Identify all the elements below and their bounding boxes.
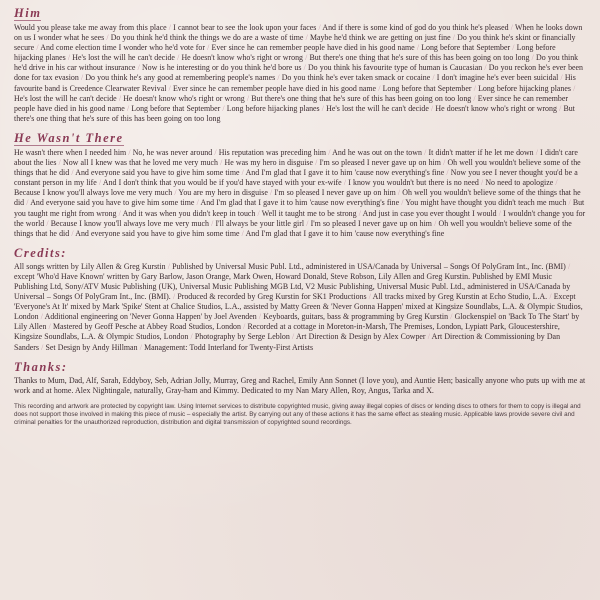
text-line: Well it taught me to be strong (261, 208, 357, 218)
line-separator: / (440, 158, 448, 168)
text-line: And I'm glad that I gave it to him 'cause now everything's fine (200, 198, 400, 208)
line-separator: / (69, 228, 76, 238)
text-line: Do you think he'd drive in his car without insurance (14, 53, 579, 73)
text-line: I know you wouldn't but there is no need (348, 178, 479, 188)
credits-heading: Credits: (14, 245, 67, 260)
him-lyrics (14, 23, 586, 124)
line-separator: / (316, 23, 323, 32)
line-separator: / (319, 103, 327, 113)
line-separator: / (304, 218, 311, 228)
text-line: He's lost the will he can't decide (14, 93, 117, 103)
line-separator: / (166, 83, 173, 93)
he-wasnt-there-heading: He Wasn't There (14, 130, 124, 145)
text-line: Oh well you wouldn't believe some of the things that he did (14, 218, 572, 238)
text-line: And if there is some kind of god do you think he's pleased (322, 23, 509, 32)
line-separator: / (303, 33, 310, 43)
line-separator: / (471, 83, 479, 93)
text-line: When he looks down on us I wonder what he sees (14, 23, 583, 43)
text-line: Do you reckon he's ever been done for tax evasion (14, 63, 583, 83)
text-line: You are my hero in disguise (178, 188, 268, 198)
text-line: I wouldn't change you for the world (14, 208, 586, 228)
text-line: He's lost the will he can't decide (326, 103, 429, 113)
line-separator: / (166, 23, 174, 32)
line-separator: / (78, 73, 86, 83)
text-line: Because I know you'll always love me very much (50, 218, 209, 228)
text-line: And I don't think that you would be if you'd have stayed with your ex-wife (102, 178, 342, 188)
text-line: Glockenspiel on 'Back To The Start' by Lily Allen (14, 312, 580, 332)
text-line: Do you think he'd think the things we do are a waste of time (110, 33, 304, 43)
text-line: I didn't care about the lies (14, 147, 578, 168)
line-separator: / (421, 147, 429, 157)
text-line: Long before hijacking planes (14, 43, 556, 63)
text-line: And I'm glad that I gave it to him 'cause now everything's fine (245, 228, 445, 238)
line-separator: / (414, 43, 422, 53)
text-line: Because I know you'll always love me very much (14, 188, 173, 198)
line-separator: / (395, 188, 403, 198)
text-line: Set Design by Andy Hillman (45, 342, 138, 352)
line-separator: / (376, 83, 383, 93)
line-separator: / (65, 53, 73, 63)
line-separator: / (135, 63, 142, 73)
text-line: Photography by Serge Leblon (194, 332, 290, 342)
text-line: You might have thought you didn't teach me much (405, 198, 567, 208)
line-separator: / (482, 63, 489, 73)
text-line: Maybe he'd think we are getting on just fine (309, 33, 451, 43)
he-wasnt-there-section (14, 131, 586, 239)
text-line: And he was out on the town (332, 147, 422, 157)
line-separator: / (326, 147, 333, 157)
line-separator: / (508, 23, 515, 32)
line-separator: / (302, 53, 310, 63)
legal-section (14, 403, 586, 427)
line-separator: / (448, 312, 455, 322)
text-line: Now you see I never thought you'd be a constant person in my life (14, 168, 578, 188)
line-separator: / (44, 218, 51, 228)
line-separator: / (366, 292, 373, 302)
text-line: He's lost the will he can't decide (72, 53, 175, 63)
line-separator: / (220, 103, 227, 113)
line-separator: / (126, 147, 133, 157)
line-separator: / (116, 208, 123, 218)
text-line: And just in case you ever thought I would (362, 208, 497, 218)
line-separator: / (425, 332, 432, 342)
text-line: Ever since he can remember people have died in his good name (211, 43, 415, 53)
credits-section (14, 246, 586, 353)
line-separator: / (170, 292, 178, 302)
text-line: Now is he interesting or do you think he'd bore us (141, 63, 302, 73)
text-line: Recorded at a cottage in Moreton-in-Marsh, The Premises, London, Lypiatt Park, Gloucestershire, Kingsize Soundlabs, L.A. & Olympic Studios, London (14, 322, 560, 342)
line-separator: / (341, 178, 349, 188)
text-line: Art Direction & Design by Alex Cowper (295, 332, 426, 342)
text-line: No, he was never around (132, 147, 213, 157)
line-separator: / (240, 322, 248, 332)
text-line: He was my hero in disguise (224, 158, 313, 168)
text-line: Long before that September (131, 103, 221, 113)
text-line: His favourite band is Creedence Clearwater Revival (14, 73, 576, 93)
text-line: But there's one thing that he's sure of this has been going on too long (251, 93, 472, 103)
thanks-text: Thanks to Mum, Dad, Alf, Sarah, Eddyboy, Seb, Adrian Jolly, Murray, Greg and Rachel, Emily Ann Sonnet (I love you), and Auntie Hen; basically anyone who puts up with me at work and at home. Alex Nightingale, naturally, Gray-ham and Kimmy. Dedicated to my Nan Mary Allen, Roy, Angus, Tarka and X. (14, 375, 586, 395)
line-separator: / (431, 218, 439, 228)
text-line: I'm so pleased I never gave up on him (310, 218, 432, 228)
line-separator: / (188, 332, 195, 342)
text-line: Except 'Everyone's At It' mixed by Mark 'Spike' Stent at Chalice Studios, L.A., assisted by Matty Green & 'Never Gonna Happen' mixed at Kingsize Soundlabs, L.A. & Olympic Studios, London (14, 292, 583, 322)
line-separator: / (430, 73, 437, 83)
line-separator: / (312, 158, 320, 168)
line-separator: / (212, 147, 219, 157)
text-line: Published by Universal Music Publ. Ltd., administered in USA/Canada by Universal – Songs Of PolyGram Int., Inc. (BMI) (172, 261, 566, 271)
text-line: except 'Who'd Have Known' written by Gary Barlow, Jason Orange, Mark Owen, Howard Donald, Steve Robson, Lily Allen and Greg Kurstin. Published by EMI Music Publishing Ltd, Sony/ATV Music Publishing (UK), Universal Music Publishing MGB Ltd, V2 Music Publishing, Universal Music Publ. Ltd., administered in USA/Canada by Universal – Songs Of PolyGram Int., Inc. (BMI). (14, 271, 571, 302)
line-separator: / (239, 168, 246, 178)
line-separator: / (267, 188, 275, 198)
him-section (14, 6, 586, 124)
line-separator: / (256, 312, 264, 322)
line-separator: / (56, 158, 64, 168)
line-separator: / (529, 53, 537, 63)
line-separator: / (553, 178, 558, 188)
line-separator: / (289, 332, 296, 342)
line-separator: / (570, 83, 576, 93)
line-separator: / (69, 168, 76, 178)
line-separator: / (478, 178, 486, 188)
line-separator: / (450, 33, 458, 43)
text-line: And it was when you didn't keep in touch (122, 208, 256, 218)
line-separator: / (471, 93, 478, 103)
text-line: Do you think he's any good at remembering people's names (85, 73, 276, 83)
line-separator: / (255, 208, 262, 218)
line-separator: / (566, 198, 573, 208)
line-separator: / (38, 312, 45, 322)
line-separator: / (34, 43, 41, 53)
line-separator: / (104, 33, 111, 43)
text-line: I cannot bear to see the look upon your faces (173, 23, 317, 32)
text-line: No need to apologize (485, 178, 554, 188)
line-separator: / (172, 188, 179, 198)
text-line: All tracks mixed by Greg Kurstin at Echo Studio, L.A. (372, 292, 548, 302)
line-separator: / (46, 322, 53, 332)
line-separator: / (217, 158, 225, 168)
line-separator: / (24, 198, 31, 208)
text-line: And everyone said you have to give him some time (30, 198, 195, 208)
line-separator: / (239, 228, 246, 238)
line-separator: / (204, 43, 212, 53)
line-separator: / (275, 73, 282, 83)
text-line: And come election time I wonder who he'd vote for (40, 43, 205, 53)
text-line: Additional engineering on 'Never Gonna Happen' by Joel Avenden (44, 312, 257, 322)
text-line: Management: Todd Interland for Twenty-First Artists (144, 342, 314, 352)
credits-text (14, 262, 586, 353)
text-line: Now all I knew was that he loved me very much (63, 158, 218, 168)
text-line: But there's one thing that he's sure of this has been going on too long (309, 53, 530, 63)
line-separator: / (194, 198, 201, 208)
text-line: Do you think he's ever taken smack or cocaine (281, 73, 431, 83)
text-line: I'll always be your little girl (215, 218, 305, 228)
line-separator: / (444, 168, 451, 178)
text-line: He doesn't know who's right or wrong (181, 53, 303, 63)
line-separator: / (547, 292, 554, 302)
thanks-heading: Thanks: (14, 359, 68, 374)
text-line: All songs written by Lily Allen & Greg Kurstin (14, 261, 166, 271)
text-line: It didn't matter if he let me down (428, 147, 534, 157)
text-line: Mastered by Geoff Pesche at Abbey Road Studios, London (52, 322, 241, 332)
text-line: He wasn't there when I needed him (14, 147, 127, 157)
text-line: Ever since he can remember people have died in his good name (14, 93, 568, 113)
line-separator: / (208, 218, 216, 228)
thanks-section (14, 360, 586, 396)
text-line: Keyboards, guitars, bass & programming by Greg Kurstin (263, 312, 449, 322)
copyright-notice: This recording and artwork are protected by copyright law. Using Internet services to distribute copyrighted music, giving away illegal copies of discs or lending discs to others for them to copy is illegal and does not support those involved in making this piece of music – especially the artist. By carrying out any of these actions it has the same effect as stealing music. Applicable laws provide severe civil and criminal penalties for the unauthorized reproduction, distribution and digital transmission of copyrighted sound recordings. (14, 402, 581, 426)
him-heading: Him (14, 6, 42, 20)
text-line: Ever since he can remember people have died in his good name (172, 83, 377, 93)
text-line: Art Direction & Commissioning by Dan Sanders (14, 332, 561, 352)
line-separator: / (399, 198, 406, 208)
text-line: I don't imagine he's ever been suicidal (436, 73, 559, 83)
line-separator: / (496, 208, 504, 218)
line-separator: / (96, 178, 103, 188)
line-separator: / (565, 261, 571, 271)
text-line: And I'm glad that I gave it to him 'cause now everything's fine (245, 168, 445, 178)
line-separator: / (116, 93, 124, 103)
line-separator: / (556, 103, 564, 113)
line-separator: / (165, 261, 173, 271)
text-line: And everyone said you have to give him some time (75, 168, 240, 178)
text-line: But you taught me right from wrong (14, 198, 585, 218)
text-line: I'm so pleased I never gave up on him (319, 158, 441, 168)
he-wasnt-there-lyrics (14, 148, 586, 239)
text-line: Oh well you wouldn't believe some of the things that he did (14, 158, 581, 178)
text-line: Long before hijacking planes (226, 103, 320, 113)
text-line: Long before that September (382, 83, 472, 93)
text-line: Long before hijacking planes (478, 83, 571, 93)
line-separator: / (137, 342, 145, 352)
text-line: And everyone said you have to give him some time (75, 228, 240, 238)
line-separator: / (533, 147, 541, 157)
text-line: His reputation was preceding him (218, 147, 327, 157)
text-line: Oh well you wouldn't believe some of the things that he did (14, 188, 581, 208)
text-line: I'm so pleased I never gave up on him (274, 188, 396, 198)
line-separator: / (510, 43, 517, 53)
line-separator: / (301, 63, 308, 73)
line-separator: / (428, 103, 436, 113)
line-separator: / (356, 208, 363, 218)
line-separator: / (558, 73, 565, 83)
line-separator: / (174, 53, 182, 63)
line-separator: / (124, 103, 132, 113)
line-separator: / (244, 93, 252, 103)
text-line: Long before that September (421, 43, 511, 53)
text-line: Would you please take me away from this place (14, 23, 167, 32)
text-line: But there's one thing that he's sure of this has been going on too long (14, 103, 575, 123)
text-line: Produced & recorded by Greg Kurstin for SK1 Productions (177, 292, 367, 302)
text-line: Do you think he's skint or financially secure (14, 33, 576, 53)
line-separator: / (38, 342, 46, 352)
text-line: He doesn't know who's right or wrong (123, 93, 245, 103)
text-line: He doesn't know who's right or wrong (435, 103, 557, 113)
text-line: Do you think his favourite type of human is Caucasian (307, 63, 483, 73)
